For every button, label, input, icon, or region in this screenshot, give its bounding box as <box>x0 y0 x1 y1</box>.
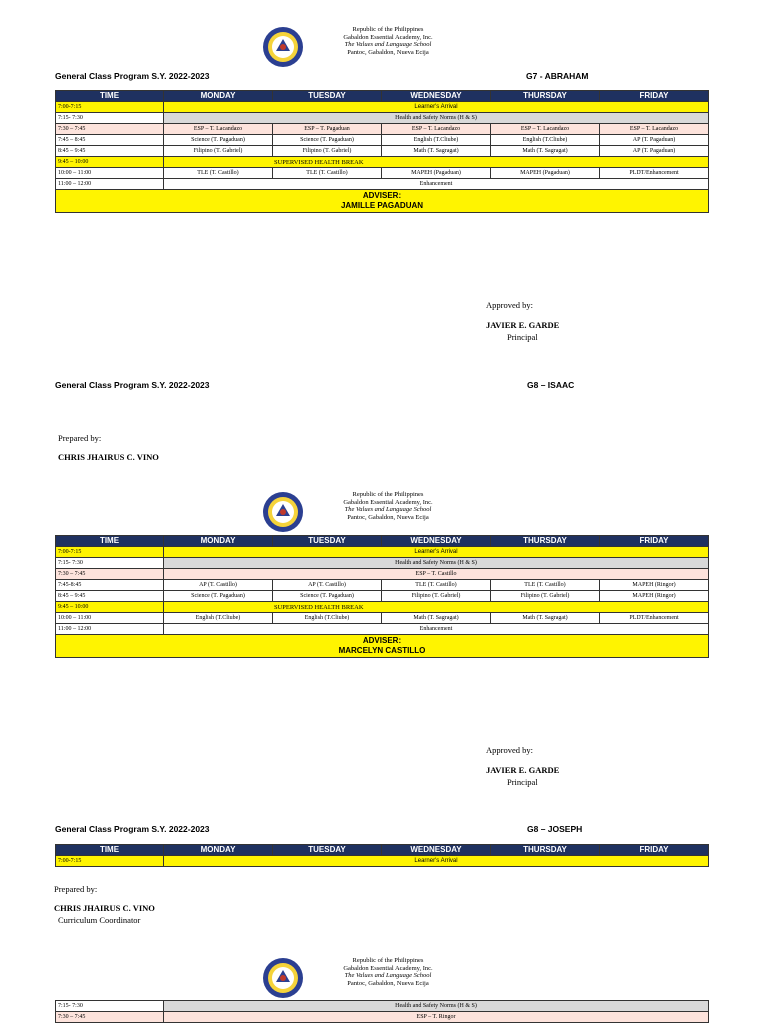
adviser-label: ADVISER: <box>362 191 402 200</box>
time-cell: 7:45 – 8:45 <box>56 135 164 146</box>
table-row <box>56 613 709 624</box>
table-row <box>56 146 709 157</box>
program-title: General Class Program S.Y. 2022-2023 <box>55 380 210 390</box>
school-seal-icon <box>262 957 304 999</box>
preparer-name: CHRIS JHAIRUS C. VINO <box>54 903 155 913</box>
time-cell: 7:15- 7:30 <box>56 113 164 124</box>
class-cell: Science (T. Pagaduan) <box>273 135 382 146</box>
class-cell: Science (T. Pagaduan) <box>164 591 273 602</box>
class-cell: MAPEH (Ringor) <box>600 580 709 591</box>
class-cell: Science (T. Pagaduan) <box>273 591 382 602</box>
adviser-label: ADVISER: <box>362 636 402 645</box>
merged-cell: ESP – T. Ringor <box>164 1012 709 1023</box>
merged-cell: Enhancement <box>164 179 709 190</box>
class-cell: PLDT/Enhancement <box>600 613 709 624</box>
table-row <box>56 547 709 558</box>
col-time: TIME <box>56 845 164 856</box>
class-cell: Filipino (T. Gabriel) <box>382 591 491 602</box>
table-row <box>56 558 709 569</box>
time-cell: 10:00 – 11:00 <box>56 613 164 624</box>
table-row <box>56 1001 709 1012</box>
adviser-row <box>56 190 709 213</box>
section-name: G8 – JOSEPH <box>527 824 583 834</box>
preparer-title: Curriculum Coordinator <box>58 915 141 925</box>
break-cell: SUPERVISED HEALTH BREAK <box>164 157 709 168</box>
col-monday: MONDAY <box>164 91 273 102</box>
time-cell: 11:00 – 12:00 <box>56 624 164 635</box>
col-wednesday: WEDNESDAY <box>382 845 491 856</box>
time-cell: 7:30 – 7:45 <box>56 569 164 580</box>
approver-title: Principal <box>507 332 538 342</box>
class-cell: AP (T. Pagaduan) <box>600 146 709 157</box>
time-cell: 7:45-8:45 <box>56 580 164 591</box>
class-cell: Math (T. Sagragat) <box>491 613 600 624</box>
table-row <box>56 1012 709 1023</box>
class-cell: Science (T. Pagaduan) <box>164 135 273 146</box>
table-row <box>56 624 709 635</box>
col-tuesday: TUESDAY <box>273 536 382 547</box>
program-title: General Class Program S.Y. 2022-2023 <box>55 71 210 81</box>
class-cell: Filipino (T. Gabriel) <box>164 146 273 157</box>
table-row <box>56 168 709 179</box>
time-cell: 7:00-7:15 <box>56 102 164 113</box>
col-thursday: THURSDAY <box>491 536 600 547</box>
time-cell: 7:15- 7:30 <box>56 558 164 569</box>
class-cell: Filipino (T. Gabriel) <box>491 591 600 602</box>
table-header-row <box>56 536 709 547</box>
col-thursday: THURSDAY <box>491 91 600 102</box>
class-cell: ESP – T. Lacandazo <box>382 124 491 135</box>
school-info: Republic of the Philippines Gabaldon Essential Academy, Inc. The Values and Language School Pantoc, Gabaldon, Nueva Ecija <box>343 491 433 521</box>
school-header <box>262 957 582 1001</box>
time-cell: 7:00-7:15 <box>56 856 164 867</box>
class-cell: ESP – T. Lacandazo <box>600 124 709 135</box>
approver-name: JAVIER E. GARDE <box>486 320 560 330</box>
col-monday: MONDAY <box>164 536 273 547</box>
class-cell: English (T.Cliube) <box>273 613 382 624</box>
col-friday: FRIDAY <box>600 91 709 102</box>
time-cell: 7:30 – 7:45 <box>56 124 164 135</box>
class-cell: PLDT/Enhancement <box>600 168 709 179</box>
class-cell: ESP – T. Pagaduan <box>273 124 382 135</box>
program-title: General Class Program S.Y. 2022-2023 <box>55 824 210 834</box>
table-row <box>56 602 709 613</box>
prepared-label: Prepared by: <box>54 884 98 894</box>
prepared-label: Prepared by: <box>58 433 102 443</box>
class-cell: Math (T. Sagragat) <box>382 613 491 624</box>
schedule-table-g8-isaac <box>55 535 709 658</box>
table-row <box>56 569 709 580</box>
time-cell: 9:45 – 10:00 <box>56 157 164 168</box>
school-info: Republic of the Philippines Gabaldon Essential Academy, Inc. The Values and Language School Pantoc, Gabaldon, Nueva Ecija <box>343 957 433 987</box>
class-cell: ESP – T. Lacandazo <box>164 124 273 135</box>
time-cell: 8:45 – 9:45 <box>56 591 164 602</box>
table-row <box>56 580 709 591</box>
col-wednesday: WEDNESDAY <box>382 91 491 102</box>
class-cell: TLE (T. Castillo) <box>491 580 600 591</box>
class-cell: MAPEH (Ringor) <box>600 591 709 602</box>
class-cell: AP (T. Castillo) <box>273 580 382 591</box>
table-row <box>56 856 709 867</box>
merged-cell: Learner's Arrival <box>164 856 709 867</box>
col-friday: FRIDAY <box>600 845 709 856</box>
class-cell: MAPEH (Pagaduan) <box>491 168 600 179</box>
adviser-name: MARCELYN CASTILLO <box>338 646 426 655</box>
time-cell: 7:00-7:15 <box>56 547 164 558</box>
time-cell: 7:15- 7:30 <box>56 1001 164 1012</box>
merged-cell: Health and Safety Norms (H & S) <box>164 113 709 124</box>
merged-cell: Health and Safety Norms (H & S) <box>164 558 709 569</box>
table-row <box>56 124 709 135</box>
preparer-name: CHRIS JHAIRUS C. VINO <box>58 452 159 462</box>
class-cell: Filipino (T. Gabriel) <box>273 146 382 157</box>
class-cell: MAPEH (Pagaduan) <box>382 168 491 179</box>
col-time: TIME <box>56 536 164 547</box>
class-cell: TLE (T. Castillo) <box>382 580 491 591</box>
merged-cell: Health and Safety Norms (H & S) <box>164 1001 709 1012</box>
break-cell: SUPERVISED HEALTH BREAK <box>164 602 709 613</box>
merged-cell: Learner's Arrival <box>164 102 709 113</box>
approver-title: Principal <box>507 777 538 787</box>
table-row <box>56 157 709 168</box>
adviser-cell <box>56 635 709 658</box>
adviser-cell <box>56 190 709 213</box>
adviser-row <box>56 635 709 658</box>
table-row <box>56 102 709 113</box>
col-tuesday: TUESDAY <box>273 91 382 102</box>
class-cell: AP (T. Pagaduan) <box>600 135 709 146</box>
adviser-name: JAMILLE PAGADUAN <box>340 201 424 210</box>
col-tuesday: TUESDAY <box>273 845 382 856</box>
schedule-table-continuation <box>55 1000 709 1023</box>
section-name: G7 - ABRAHAM <box>526 71 589 81</box>
school-header <box>262 491 582 535</box>
table-row <box>56 591 709 602</box>
schedule-table-g7-abraham <box>55 90 709 213</box>
time-cell: 11:00 – 12:00 <box>56 179 164 190</box>
class-cell: English (T.Cliube) <box>164 613 273 624</box>
time-cell: 7:30 – 7:45 <box>56 1012 164 1023</box>
school-header <box>262 26 582 70</box>
col-time: TIME <box>56 91 164 102</box>
schedule-table-g8-joseph <box>55 844 709 867</box>
class-cell: ESP – T. Lacandazo <box>491 124 600 135</box>
col-monday: MONDAY <box>164 845 273 856</box>
school-seal-icon <box>262 26 304 68</box>
class-cell: English (T.Cliube) <box>382 135 491 146</box>
time-cell: 8:45 – 9:45 <box>56 146 164 157</box>
col-friday: FRIDAY <box>600 536 709 547</box>
table-row <box>56 179 709 190</box>
col-wednesday: WEDNESDAY <box>382 536 491 547</box>
class-cell: AP (T. Castillo) <box>164 580 273 591</box>
class-cell: Math (T. Sagragat) <box>382 146 491 157</box>
class-cell: English (T.Cliube) <box>491 135 600 146</box>
table-row <box>56 113 709 124</box>
col-thursday: THURSDAY <box>491 845 600 856</box>
class-cell: TLE (T. Castillo) <box>164 168 273 179</box>
approved-label: Approved by: <box>486 300 533 310</box>
time-cell: 9:45 – 10:00 <box>56 602 164 613</box>
table-header-row <box>56 845 709 856</box>
class-cell: Math (T. Sagragat) <box>491 146 600 157</box>
time-cell: 10:00 – 11:00 <box>56 168 164 179</box>
section-name: G8 – ISAAC <box>527 380 575 390</box>
school-seal-icon <box>262 491 304 533</box>
approved-label: Approved by: <box>486 745 533 755</box>
school-info: Republic of the Philippines Gabaldon Essential Academy, Inc. The Values and Language School Pantoc, Gabaldon, Nueva Ecija <box>343 26 433 56</box>
merged-cell: Enhancement <box>164 624 709 635</box>
merged-cell: Learner's Arrival <box>164 547 709 558</box>
table-row <box>56 135 709 146</box>
approver-name: JAVIER E. GARDE <box>486 765 560 775</box>
merged-cell: ESP – T. Castillo <box>164 569 709 580</box>
class-cell: TLE (T. Castillo) <box>273 168 382 179</box>
table-header-row <box>56 91 709 102</box>
